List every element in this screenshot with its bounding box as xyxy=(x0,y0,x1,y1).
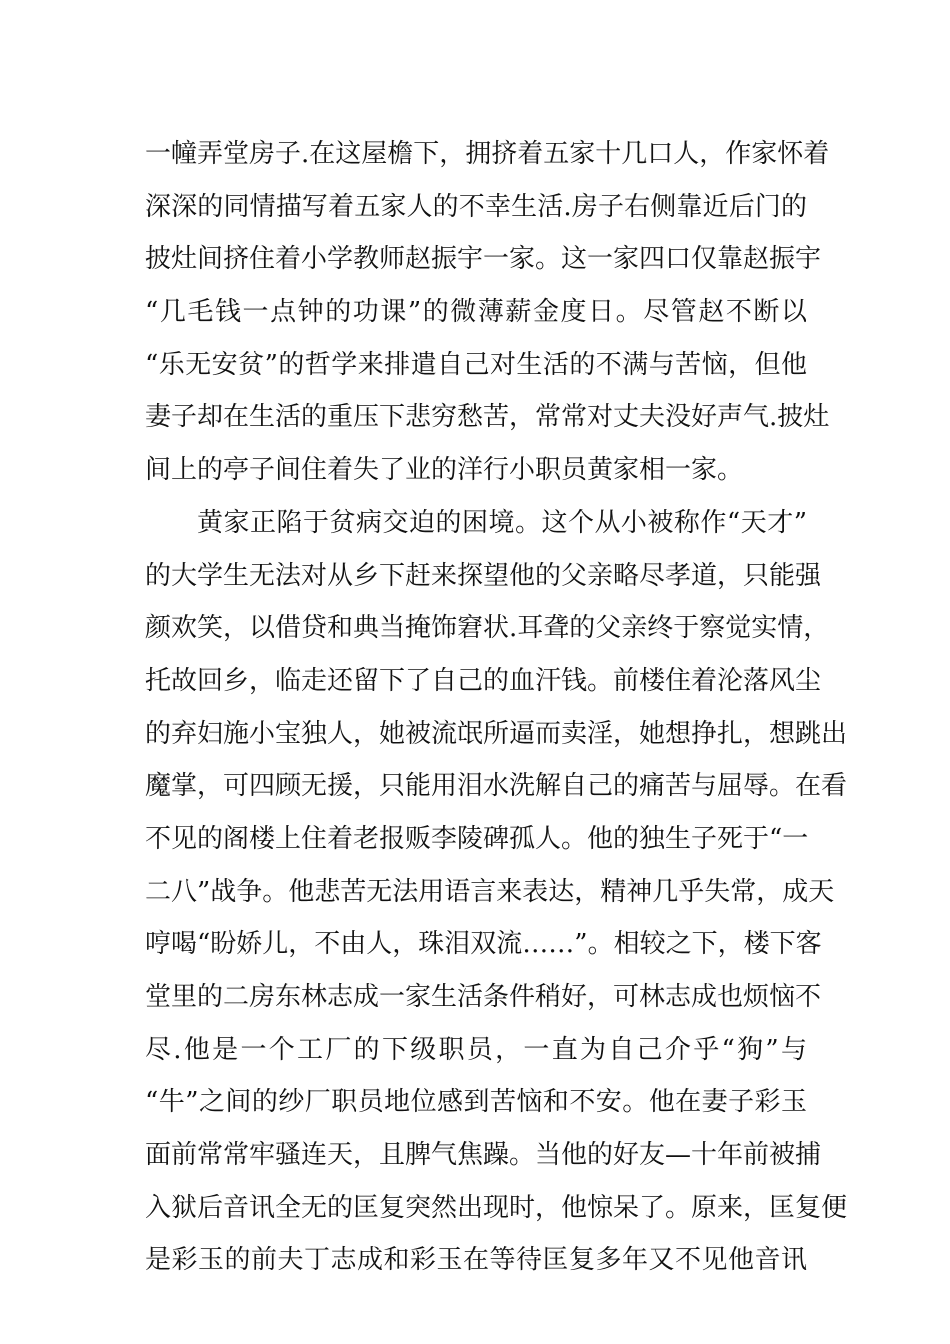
text-line: 哼喝“盼娇儿，不由人，珠泪双流……”。相较之下，楼下客 xyxy=(145,929,822,960)
text-line: “乐无安贫”的哲学来排遣自己对生活的不满与苦恼，但他 xyxy=(145,349,807,380)
text-line: 的弃妇施小宝独人，她被流氓所逼而卖淫，她想挣扎，想跳出 xyxy=(145,718,848,749)
text-line: 黄家正陷于贫病交迫的困境。这个从小被称作“天才” xyxy=(197,507,807,538)
paragraph-2 xyxy=(145,497,848,1340)
text-line: 魔掌，可四顾无援，只能用泪水洗解自己的痛苦与屈辱。在看 xyxy=(145,771,848,802)
text-line: 堂里的二房东林志成一家生活条件稍好，可林志成也烦恼不 xyxy=(145,982,822,1012)
text-line: 一幢弄堂房子.在这屋檐下，拥挤着五家十几口人，作家怀着 xyxy=(145,139,830,169)
text-line: 间上的亭子间住着失了业的洋行小职员黄家相一家。 xyxy=(145,455,744,486)
text-line: 托故回乡，临走还留下了自己的血汗钱。前楼住着沦落风尘 xyxy=(145,665,822,696)
text-line: “几毛钱一点钟的功课”的微薄薪金度日。尽管赵不断以 xyxy=(145,297,807,328)
text-line: 披灶间挤住着小学教师赵振宇一家。这一家四口仅靠赵振宇 xyxy=(145,244,822,275)
text-line: 是彩玉的前夫丁志成和彩玉在等待匡复多年又不见他音讯 xyxy=(145,1245,807,1276)
text-line: 妻子却在生活的重压下悲穷愁苦，常常对丈夫没好声气.披灶 xyxy=(145,402,830,433)
text-line: 尽.他是一个工厂的下级职员，一直为自己介乎“狗”与 xyxy=(145,1034,807,1065)
text-line: “牛”之间的纱厂职员地位感到苦恼和不安。他在妻子彩玉 xyxy=(145,1087,807,1118)
text-line: 的大学生无法对从乡下赶来探望他的父亲略尽孝道，只能强 xyxy=(145,560,822,591)
text-line: 面前常常牢骚连天，且脾气焦躁。当他的好友—十年前被捕 xyxy=(145,1140,822,1171)
text-line: 颜欢笑，以借贷和典当掩饰窘状.耳聋的父亲终于察觉实情， xyxy=(145,613,830,644)
paragraph-1 xyxy=(145,128,830,497)
text-line: 不见的阁楼上住着老报贩李陵碑孤人。他的独生子死于“一 xyxy=(145,823,809,854)
body-text xyxy=(145,128,848,1340)
text-line: 深深的同情描写着五家人的不幸生活.房子右侧靠近后门的 xyxy=(145,191,807,222)
text-line: 二八”战争。他悲苦无法用语言来表达，精神几乎失常，成天 xyxy=(145,876,835,907)
text-line: 入狱后音讯全无的匡复突然出现时，他惊呆了。原来，匡复便 xyxy=(145,1192,848,1223)
text-line xyxy=(145,1287,807,1340)
